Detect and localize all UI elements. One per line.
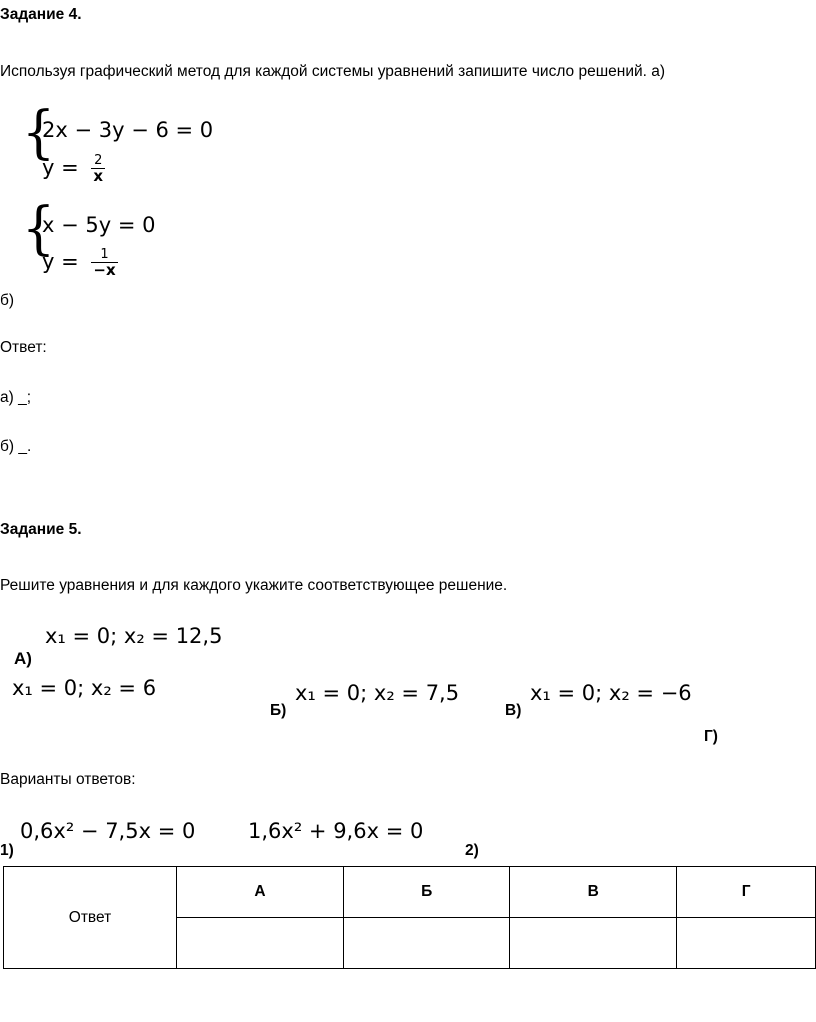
task4-label-b: б) [0,292,15,309]
task5-instruction: Решите уравнения и для каждого укажите соответствующее решение. [0,577,508,594]
equation-1: 0,6x² − 7,5x = 0 [20,819,196,843]
answer-cell-v[interactable] [510,918,677,969]
option-v-label: В) [505,702,522,719]
option-v-value: x₁ = 0; x₂ = −6 [530,681,692,705]
equation-1-label: 1) [0,842,14,859]
equation-2-label: 2) [465,842,479,859]
left-brace-icon: { [22,195,56,262]
fraction-denominator: −x [93,261,116,279]
task4-answer-a: а) _; [0,389,32,406]
answer-header-g: Г [677,867,816,918]
answer-header-v: В [510,867,677,918]
fraction-denominator: x [93,167,104,185]
system-b-equation-1: x − 5y = 0 [42,213,156,237]
answer-header-b: Б [344,867,510,918]
equation-2: 1,6x² + 9,6x = 0 [248,819,424,843]
left-brace-icon: { [22,99,56,166]
option-g-label: Г) [704,728,718,745]
system-a-equation-1: 2x − 3y − 6 = 0 [42,118,214,142]
task4-instruction: Используя графический метод для каждой системы уравнений запишите число решений. а) [0,63,666,80]
answer-cell-g[interactable] [677,918,816,969]
option-a-value: x₁ = 0; x₂ = 12,5 [45,624,223,648]
task4-answer-label: Ответ: [0,339,47,356]
variants-label: Варианты ответов: [0,771,136,788]
answer-header-a: А [177,867,344,918]
task5-title: Задание 5. [0,521,82,538]
option-a-label: А) [14,649,32,668]
task4-title: Задание 4. [0,6,82,23]
answer-cell-a[interactable] [177,918,344,969]
fraction-numerator: 2 [94,153,103,168]
option-b-value: x₁ = 0; x₂ = 7,5 [295,681,460,705]
option-b-label: Б) [270,702,287,719]
answer-cell-b[interactable] [344,918,510,969]
answer-table [3,866,816,969]
system-a-equation-2: y = $\frac{2}{x}$ [42,153,104,185]
task4-answer-b: б) _. [0,438,32,455]
option-row2-value: x₁ = 0; x₂ = 6 [12,676,157,700]
fraction-numerator: 1 [100,247,109,262]
system-b-equation-2: y = $\frac{1}{-x}$ [42,247,116,279]
answer-row-label: Ответ [4,867,177,969]
